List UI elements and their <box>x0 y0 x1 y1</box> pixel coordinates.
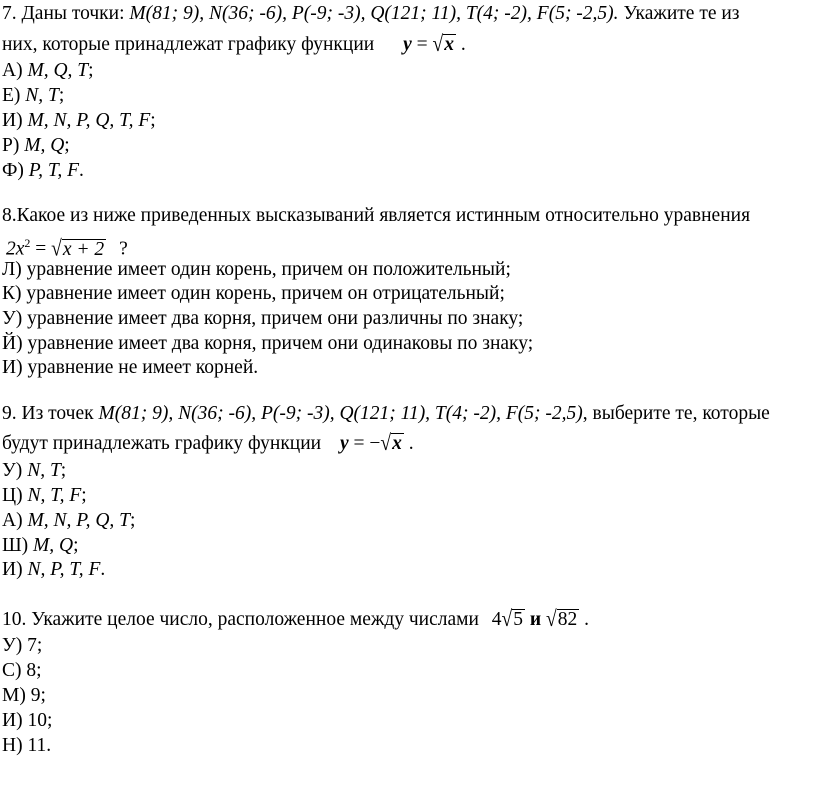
q9-points: M(81; 9), N(36; -6), P(-9; -3), Q(121; 11), T(4; -2), F(5; -2,5) <box>98 403 583 424</box>
q9-option-a: А) M, N, P, Q, T; <box>2 510 136 531</box>
q7-option-r: Р) M, Q; <box>2 135 70 156</box>
q8-equation: $2x^2 = √x + 2$ ? <box>6 236 128 261</box>
q7-intro: Даны точки: <box>16 3 130 24</box>
q9-option-sh: Ш) M, Q; <box>2 535 79 556</box>
q10-option-n: Н) 11. <box>2 735 52 756</box>
q8-option-i: И) уравнение не имеет корней. <box>2 357 259 378</box>
q9-question: будут принадлежать графику функции <box>2 433 322 454</box>
q7-option-f: Ф) P, T, F. <box>2 160 84 181</box>
q7-tail: Укажите те из <box>618 3 740 24</box>
q8-option-k: К) уравнение имеет один корень, причем он отрицательный; <box>2 283 505 304</box>
q10-line-1: 10. Укажите целое число, расположенное между числами 4√5 и √82 . <box>2 607 589 632</box>
q7-formula-eq: = <box>416 34 428 55</box>
q7-line-1 <box>2 2 740 26</box>
q8-eq-sqrt: √x + 2 <box>51 236 105 261</box>
q9-option-i: И) N, P, T, F. <box>2 559 106 580</box>
q10-sqrt-82: √82 <box>546 607 578 632</box>
q10-question: 10. Укажите целое число, расположенное между числами <box>2 609 479 630</box>
q8-text: 8.Какое из ниже приведенных высказываний является истинным относительно уравнения <box>2 205 751 226</box>
q10-option-i: И) 10; <box>2 710 53 731</box>
q9-option-u: У) N, T; <box>2 460 67 481</box>
q7-points: M(81; 9), N(36; -6), P(-9; -3), Q(121; 11), T(4; -2), F(5; -2,5). <box>129 3 619 24</box>
q8-option-u: У) уравнение имеет два корня, причем они различны по знаку; <box>2 308 524 329</box>
q7-line-2: них, которые принадлежат графику функции y = √x . <box>2 32 466 57</box>
q10-option-u: У) 7; <box>2 635 43 656</box>
q7-number: 7. <box>2 3 17 24</box>
q8-option-j: Й) уравнение имеет два корня, причем они одинаковы по знаку; <box>2 333 534 354</box>
q7-option-a: А) M, Q, T; <box>2 60 94 81</box>
q7-question: них, которые принадлежат графику функции <box>2 34 375 55</box>
q7-option-e: Е) N, T; <box>2 85 65 106</box>
q7-formula-sqrt: √x <box>432 32 454 57</box>
q9-line-1 <box>2 402 770 426</box>
q7-option-i: И) M, N, P, Q, T, F; <box>2 110 156 131</box>
q9-intro: 9. Из точек <box>2 403 99 424</box>
q9-tail: , выберите те, которые <box>582 403 770 424</box>
q7-formula-lhs: y <box>403 34 412 55</box>
q9-line-2: будут принадлежать графику функции y = −√x . <box>2 431 414 456</box>
q10-sqrt-5: √5 <box>501 607 523 632</box>
q8-option-l: Л) уравнение имеет один корень, причем он положительный; <box>2 259 511 280</box>
q10-option-s: С) 8; <box>2 660 42 681</box>
q8-eq-lhs: 2x <box>6 238 25 260</box>
q9-option-c: Ц) N, T, F; <box>2 485 87 506</box>
q9-formula-sqrt: √x <box>380 431 402 456</box>
q10-option-m: М) 9; <box>2 685 46 706</box>
